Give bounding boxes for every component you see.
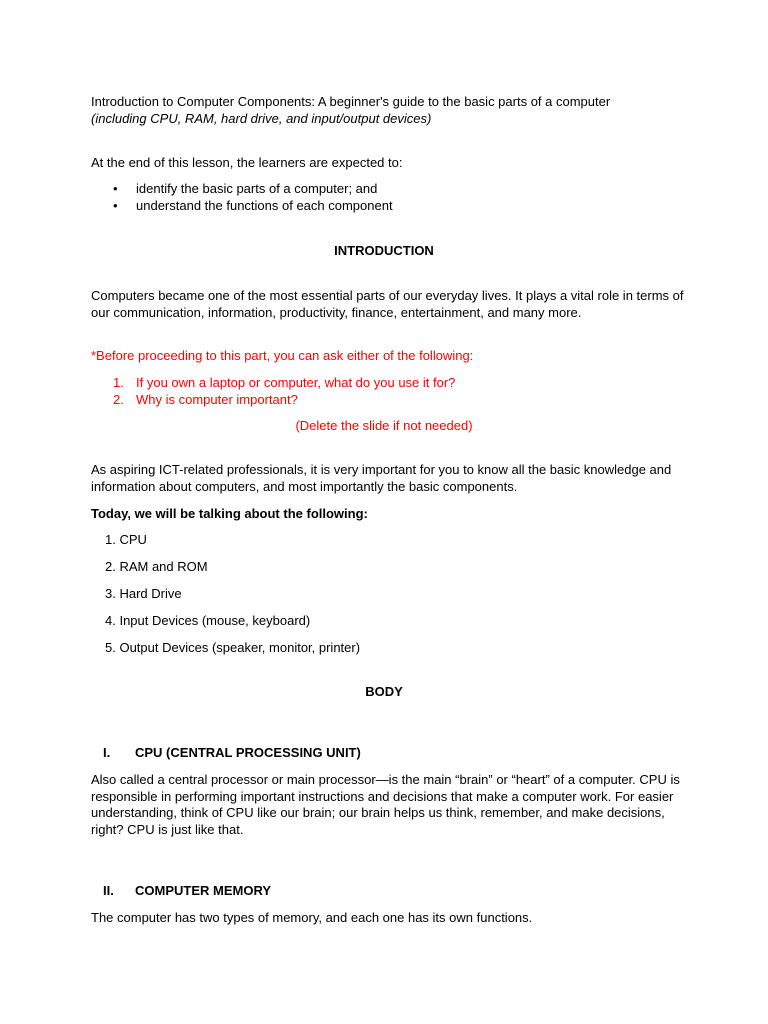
list-item: 1. CPU xyxy=(105,532,147,547)
delete-slide-hint: (Delete the slide if not needed) xyxy=(295,418,473,433)
list-number: 2. xyxy=(113,391,124,407)
section-numeral: II. xyxy=(103,883,114,898)
section-title: COMPUTER MEMORY xyxy=(135,883,272,898)
section-heading xyxy=(91,883,691,899)
section-numeral: I. xyxy=(103,745,111,760)
section-title: CPU (CENTRAL PROCESSING UNIT) xyxy=(135,745,361,760)
introduction-heading: INTRODUCTION xyxy=(334,243,434,258)
cpu-paragraph: Also called a central processor or main processor—is the main “brain” or “heart” of a computer. CPU is responsible in performing important instructions and decisions that make a computer work. For easier understanding, think of CPU like our brain; our brain helps us think, remember, and make decisions, right? CPU is just like that. xyxy=(91,772,680,837)
objectives-intro: At the end of this lesson, the learners are expected to: xyxy=(91,155,403,170)
list-item: 5. Output Devices (speaker, monitor, printer) xyxy=(105,640,361,655)
title-subtitle: (including CPU, RAM, hard drive, and input/output devices) xyxy=(91,110,432,126)
list-item: 3. Hard Drive xyxy=(105,586,182,601)
list-item xyxy=(91,392,691,409)
list-number: 1. xyxy=(113,375,124,390)
teacher-note-questions xyxy=(91,375,691,408)
bullet-icon: • xyxy=(113,197,118,213)
ict-paragraph: As aspiring ICT-related professionals, it is very important for you to know all the basic knowledge and information about computers, and most importantly the basic components. xyxy=(91,462,672,494)
teacher-note-lead: *Before proceeding to this part, you can ask either of the following: xyxy=(91,348,474,363)
topics-list xyxy=(105,532,665,667)
list-item xyxy=(91,375,691,392)
bullet-icon: • xyxy=(113,181,118,196)
objectives-list xyxy=(91,181,691,214)
list-item: 2. RAM and ROM xyxy=(105,559,208,574)
list-item: 4. Input Devices (mouse, keyboard) xyxy=(105,613,311,628)
list-item-text: If you own a laptop or computer, what do you use it for? xyxy=(136,375,456,390)
list-item-text: identify the basic parts of a computer; and xyxy=(136,181,378,196)
body-heading: BODY xyxy=(365,684,403,699)
document-title xyxy=(91,94,691,127)
today-heading: Today, we will be talking about the following: xyxy=(91,506,368,521)
title-text: Introduction to Computer Components: A beginner's guide to the basic parts of a computer xyxy=(91,94,611,109)
section-heading xyxy=(91,745,691,761)
list-item-text: understand the functions of each component xyxy=(136,197,393,213)
list-item xyxy=(91,181,691,198)
introduction-paragraph: Computers became one of the most essential parts of our everyday lives. It plays a vital role in terms of our communication, information, productivity, finance, entertainment, and many more. xyxy=(91,288,684,320)
memory-paragraph: The computer has two types of memory, and each one has its own functions. xyxy=(91,910,533,925)
list-item-text: Why is computer important? xyxy=(136,391,298,407)
list-item xyxy=(91,198,691,215)
